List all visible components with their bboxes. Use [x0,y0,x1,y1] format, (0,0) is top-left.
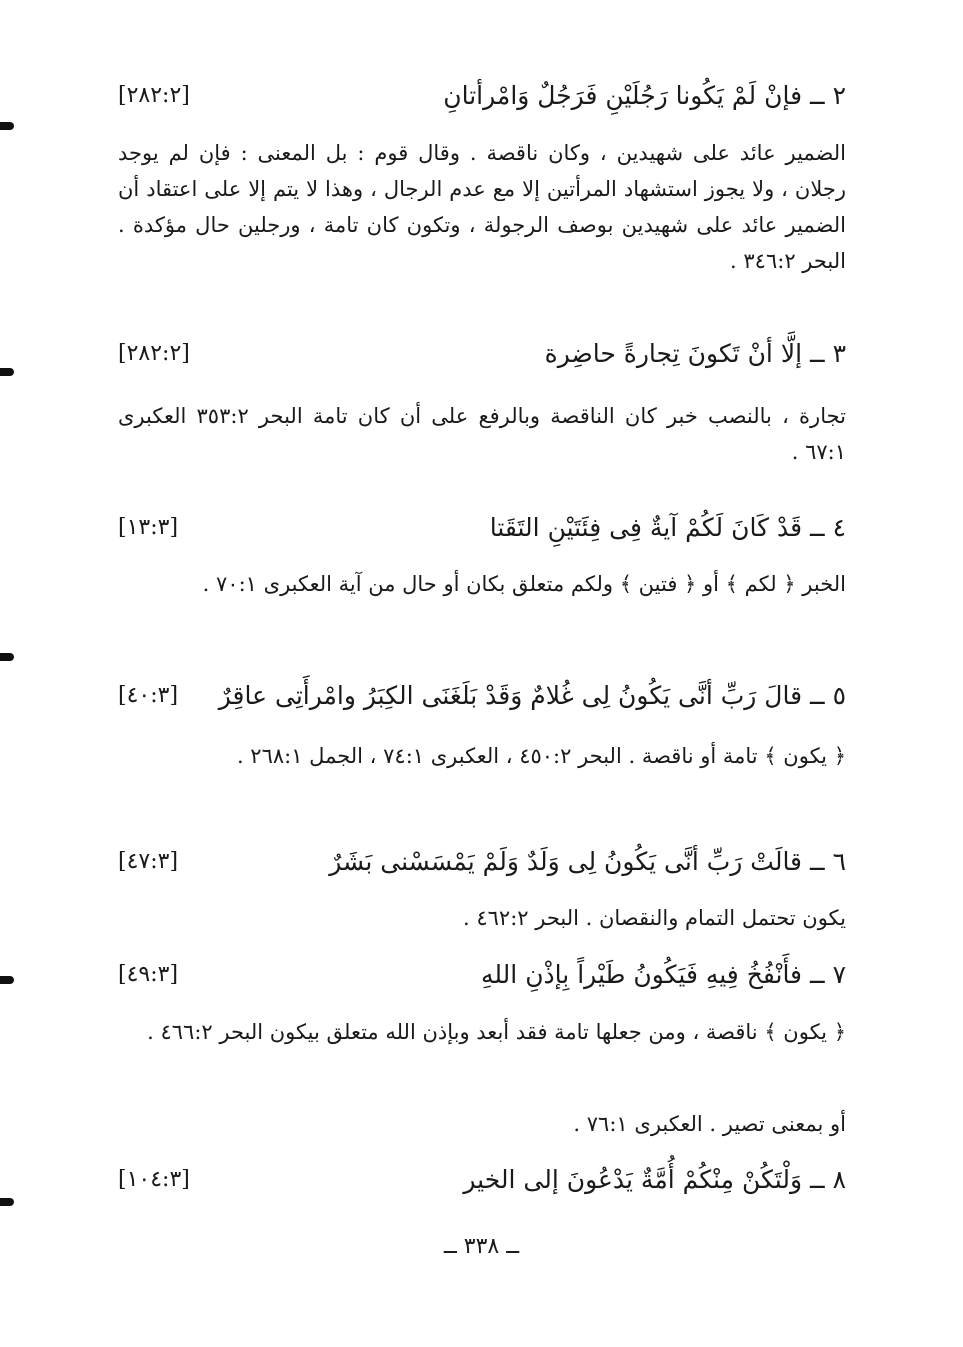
scan-margin-mark [0,653,14,661]
verse-text: ٧ ــ فأَنْفُخُ فِيهِ فَيَكُونُ طَيْراً بِإذْنِ اللهِ [481,960,846,989]
entry-heading [118,676,846,716]
commentary-paragraph: ﴿ يكون ﴾ ناقصة ، ومن جعلها تامة فقد أبعد وبإذن الله متعلق بيكون البحر ٤٦٦:٢ . [147,1020,846,1044]
verse-reference: [٢٨٢:٢] [118,83,190,108]
verse-text: ٣ ــ إلَّا أنْ تَكونَ تِجارةً حاضِرة [544,339,846,368]
verse-reference: [١٠٤:٣] [118,1167,190,1192]
commentary-paragraph: يكون تحتمل التمام والنقصان . البحر ٤٦٢:٢ . [463,906,846,930]
entry-heading [118,76,846,116]
commentary-paragraph: تجارة ، بالنصب خبر كان الناقصة وبالرفع على أن كان تامة البحر ٣٥٣:٢ العكبرى ٦٧:١ . [118,404,846,464]
entry-heading [118,955,846,995]
commentary-paragraph: أو بمعنى تصير . العكبرى ٧٦:١ . [573,1112,846,1136]
scan-margin-mark [0,1198,14,1206]
entry-heading [118,842,846,882]
verse-reference: [٢٨٢:٢] [118,341,190,366]
entry-heading [118,508,846,548]
verse-reference: [٤٧:٣] [118,849,179,874]
verse-text: ٨ ــ وَلْتَكُنْ مِنْكُمْ أُمَّةٌ يَدْعُونَ إلى الخير [463,1165,846,1194]
commentary-paragraph: الخبر ﴿ لكم ﴾ أو ﴿ فتين ﴾ ولكم متعلق بكان أو حال من آية العكبرى ٧٠:١ . [202,572,846,596]
entry-heading [118,1160,846,1200]
scan-margin-mark [0,122,14,130]
verse-text: ٦ ــ قالَتْ رَبِّ أنَّى يَكُونُ لِى وَلَدٌ وَلَمْ يَمْسَسْنى بَشَرٌ [329,847,846,876]
verse-text: ٤ ــ قَدْ كَانَ لَكُمْ آيةٌ فِى فِئَتَيْنِ التَقَتا [489,513,846,542]
verse-reference: [٤٠:٣] [118,683,179,708]
verse-text: ٢ ــ فإنْ لَمْ يَكُونا رَجُلَيْنِ فَرَجُلٌ وَامْرأتانِ [443,81,846,110]
verse-reference: [١٣:٣] [118,515,179,540]
commentary-paragraph: ﴿ يكون ﴾ تامة أو ناقصة . البحر ٤٥٠:٢ ، العكبرى ٧٤:١ ، الجمل ٢٦٨:١ . [236,744,846,768]
page-number: ــ ٣٣٨ ــ [443,1234,520,1259]
verse-text: ٥ ــ قالَ رَبِّ أنَّى يَكُونُ لِى غُلامٌ وَقَدْ بَلَغَنَى الكِبَرُ وامْرأَتِى عاقِرٌ [218,681,846,710]
commentary-paragraph: الضمير عائد على شهيدين ، وكان ناقصة . وقال قوم : بل المعنى : فإن لم يوجد رجلان ، ولا يجوز استشهاد المرأتين إلا مع عدم الرجال ، وهذا لا يتم إلا على اعتقاد أن الضمير عائد على شهيدين بوصف الرجولة ، وتكون كان تامة ، ورجلين حال مؤكدة . البحر ٣٤٦:٢ . [118,141,846,273]
scan-margin-mark [0,368,14,376]
verse-reference: [٤٩:٣] [118,962,179,987]
scan-margin-mark [0,976,14,984]
entry-heading [118,334,846,374]
